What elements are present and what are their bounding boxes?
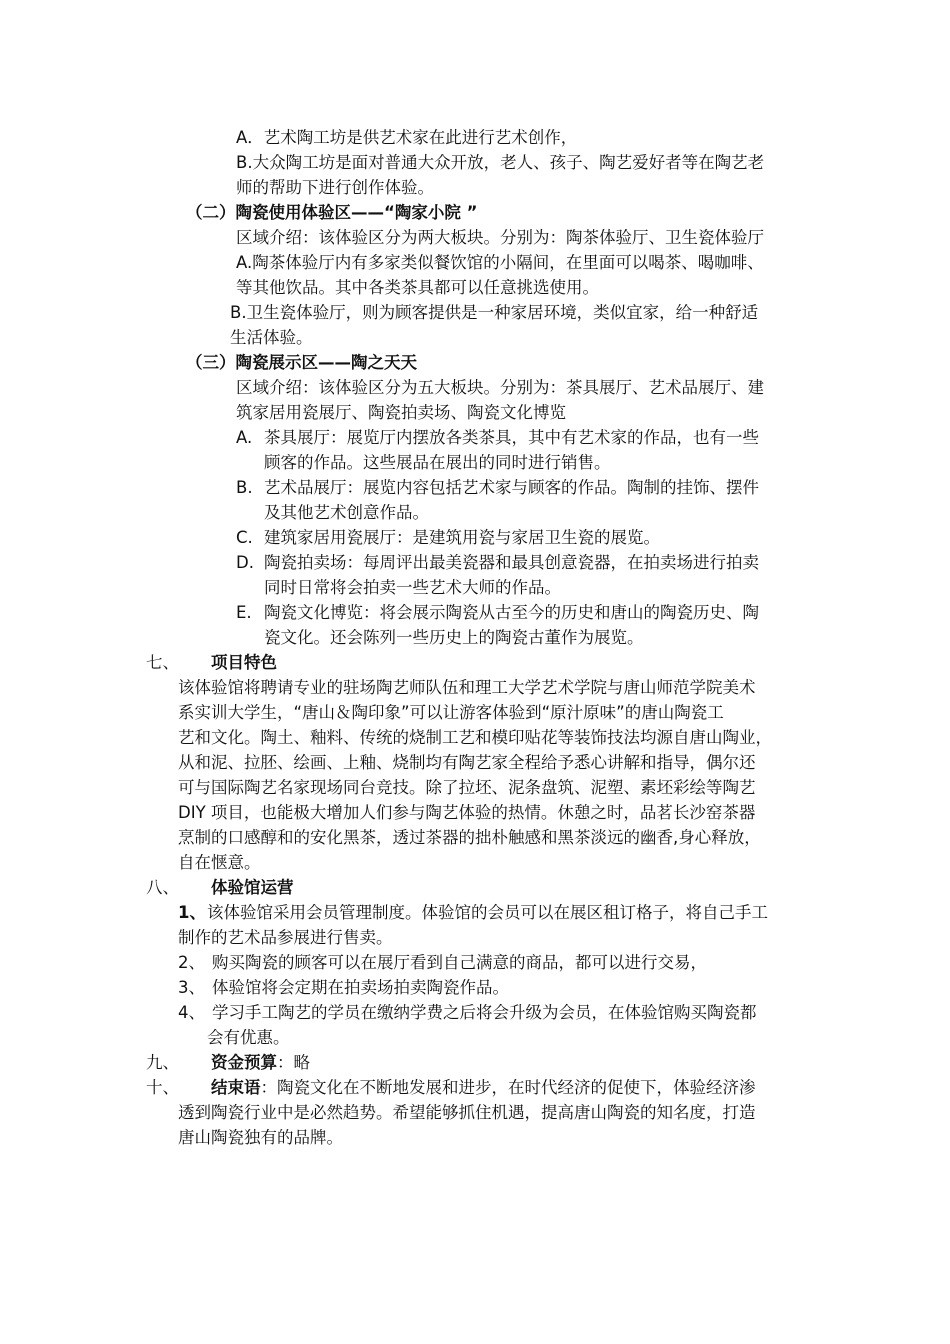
section-10-title: 结束语: [211, 1078, 261, 1097]
section-9-number: 九、: [146, 1053, 179, 1072]
hall-item-d: 陶瓷拍卖场：每周评出最美瓷器和最具创意瓷器，在拍卖场进行拍卖: [264, 553, 759, 572]
operation-item-3: 体验馆将会定期在拍卖场拍卖陶瓷作品。: [212, 978, 509, 997]
subsection-2-item-b-cont: 生活体验。: [230, 328, 313, 347]
workshop-item-b: B.大众陶工坊是面对普通大众开放，老人、孩子、陶艺爱好者等在陶艺老: [236, 153, 765, 172]
operation-item-1-marker: 1、: [178, 903, 206, 922]
section-10-content: [211, 1075, 756, 1100]
section-10-line: 透到陶瓷行业中是必然趋势。希望能够抓住机遇，提高唐山陶瓷的知名度，打造: [178, 1103, 756, 1122]
hall-item-e-cont: 瓷文化。还会陈列一些历史上的陶瓷古董作为展览。: [264, 628, 644, 647]
workshop-item-b-cont: 师的帮助下进行创作体验。: [236, 178, 434, 197]
hall-item-a-cont: 顾客的作品。这些展品在展出的同时进行销售。: [264, 453, 611, 472]
section-7-line: 可与国际陶艺名家现场同台竞技。除了拉坯、泥条盘筑、泥塑、素坯彩绘等陶艺: [178, 778, 756, 797]
section-7-number: 七、: [146, 653, 179, 672]
subsection-2-intro: 区域介绍：该体验区分为两大板块。分别为：陶茶体验厅、卫生瓷体验厅: [236, 228, 764, 247]
hall-item-b-marker: B.: [236, 478, 253, 497]
subsection-3-heading: （三）陶瓷展示区——陶之天天: [186, 353, 417, 372]
hall-item-a: 茶具展厅：展览厅内摆放各类茶具，其中有艺术家的作品，也有一些: [264, 428, 759, 447]
subsection-2-item-a-cont: 等其他饮品。其中各类茶具都可以任意挑选使用。: [236, 278, 599, 297]
section-8-title: 体验馆运营: [211, 878, 294, 897]
section-8-number: 八、: [146, 878, 179, 897]
subsection-3-intro-cont: 筑家居用瓷展厅、陶瓷拍卖场、陶瓷文化博览: [236, 403, 566, 422]
hall-item-c-marker: C.: [236, 528, 253, 547]
hall-item-d-marker: D.: [236, 553, 254, 572]
section-9-content: [211, 1050, 310, 1075]
section-7-line: 艺和文化。陶土、釉料、传统的烧制工艺和模印贴花等装饰技法均源自唐山陶业，: [178, 728, 772, 747]
operation-item-2: 购买陶瓷的顾客可以在展厅看到自己满意的商品，都可以进行交易，: [212, 953, 707, 972]
section-7-title: 项目特色: [211, 653, 277, 672]
section-7-line: 系实训大学生，“唐山＆陶印象”可以让游客体验到“原汁原味”的唐山陶瓷工: [178, 703, 724, 722]
hall-item-b-cont: 及其他艺术创意作品。: [264, 503, 429, 522]
operation-item-4-cont: 会有优惠。: [207, 1028, 290, 1047]
section-7-line: 烹制的口感醇和的安化黑茶，透过茶器的拙朴触感和黑茶淡远的幽香,身心释放，: [178, 828, 761, 847]
hall-item-a-marker: A.: [236, 428, 253, 447]
operation-item-3-marker: 3、: [178, 978, 205, 997]
hall-item-c: 建筑家居用瓷展厅：是建筑用瓷与家居卫生瓷的展览。: [264, 528, 660, 547]
hall-item-e-marker: E.: [236, 603, 252, 622]
hall-item-b: 艺术品展厅：展览内容包括艺术家与顾客的作品。陶制的挂饰、摆件: [264, 478, 759, 497]
operation-item-4: 学习手工陶艺的学员在缴纳学费之后将会升级为会员，在体验馆购买陶瓷都: [212, 1003, 757, 1022]
subsection-2-item-a: A.陶茶体验厅内有多家类似餐饮馆的小隔间，在里面可以喝茶、喝咖啡、: [236, 253, 764, 272]
workshop-item-a: A．艺术陶工坊是供艺术家在此进行艺术创作，: [236, 128, 578, 147]
operation-item-1: 该体验馆采用会员管理制度。体验馆的会员可以在展区租订格子，将自己手工: [207, 903, 768, 922]
section-9-title: 资金预算: [211, 1053, 277, 1072]
operation-item-1-cont: 制作的艺术品参展进行售卖。: [178, 928, 393, 947]
subsection-2-heading: （二）陶瓷使用体验区——“陶家小院 ”: [186, 203, 478, 222]
operation-item-2-marker: 2、: [178, 953, 205, 972]
operation-item-4-marker: 4、: [178, 1003, 205, 1022]
section-7-line: 该体验馆将聘请专业的驻场陶艺师队伍和理工大学艺术学院与唐山师范学院美术: [178, 678, 756, 697]
hall-item-e: 陶瓷文化博览：将会展示陶瓷从古至今的历史和唐山的陶瓷历史、陶: [264, 603, 759, 622]
section-10-number: 十、: [146, 1078, 179, 1097]
section-10-text: ：陶瓷文化在不断地发展和进步，在时代经济的促使下，体验经济渗: [260, 1078, 756, 1097]
section-7-line: DIY 项目，也能极大增加人们参与陶艺体验的热情。休憩之时，品茗长沙窑茶器: [178, 803, 756, 822]
section-7-line: 自在惬意。: [178, 853, 261, 872]
hall-item-d-cont: 同时日常将会拍卖一些艺术大师的作品。: [264, 578, 561, 597]
section-10-line: 唐山陶瓷独有的品牌。: [178, 1128, 343, 1147]
subsection-3-intro: 区域介绍：该体验区分为五大板块。分别为：茶具展厅、艺术品展厅、建: [236, 378, 764, 397]
section-9-text: ：略: [277, 1053, 310, 1072]
subsection-2-item-b: B.卫生瓷体验厅，则为顾客提供是一种家居环境，类似宜家，给一种舒适: [230, 303, 759, 322]
section-7-line: 从和泥、拉胚、绘画、上釉、烧制均有陶艺家全程给予悉心讲解和指导，偶尔还: [178, 753, 756, 772]
